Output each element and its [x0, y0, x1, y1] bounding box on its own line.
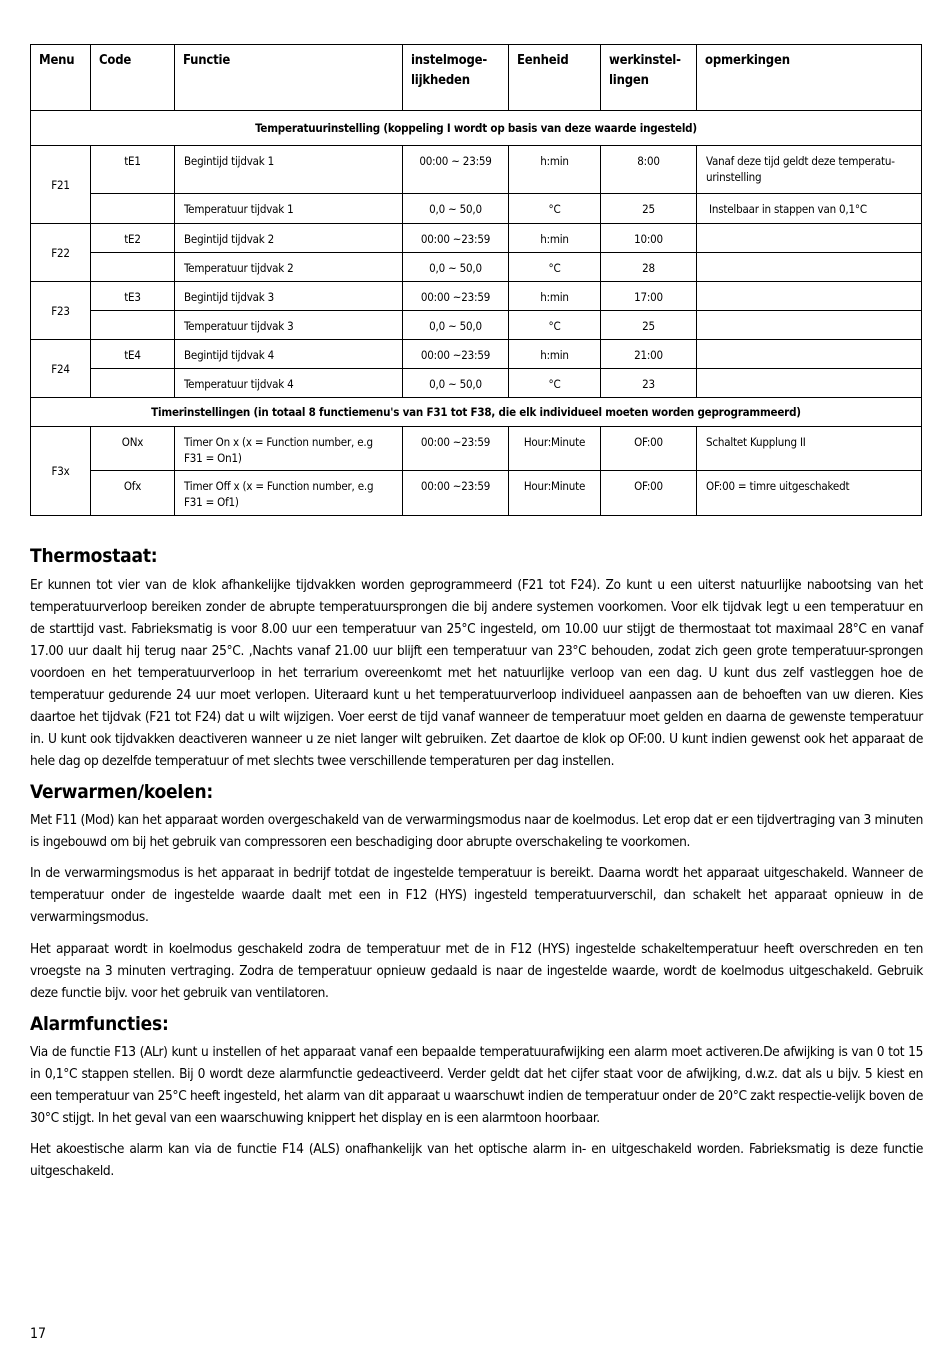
range-cell: 0,0 ~ 50,0	[403, 194, 509, 224]
value-cell: 28	[601, 253, 697, 282]
code-cell: tE1	[91, 146, 175, 194]
code-cell: Ofx	[91, 471, 175, 516]
function-cell: Temperatuur tijdvak 4	[175, 369, 403, 398]
note-cell: Vanaf deze tijd geldt deze temperatu- urinstelling	[697, 146, 922, 194]
table-row	[31, 471, 922, 516]
value-cell: 10:00	[601, 224, 697, 253]
code-cell: tE4	[91, 340, 175, 369]
header-werkinstellingen: werkinstel- lingen	[601, 45, 697, 111]
paragraph-verwarmen-1: Met F11 (Mod) kan het apparaat worden overgeschakeld van de verwarmingsmodus naar de koelmodus. Let erop dat er een tijdvertraging van 3 minuten is ingebouwd om bij het gebruik van compressoren een beschadiging door abrupte overschakeling te voorkomen.	[30, 812, 923, 850]
function-cell: Begintijd tijdvak 2	[175, 224, 403, 253]
section-row-temperature	[31, 111, 922, 146]
paragraph-alarm-2: Het akoestische alarm kan via de functie F14 (ALS) onafhankelijk van het optische alarm in- en uitgeschakeld worden. Fabrieksmatig is deze functie uitgeschakeld.	[30, 1141, 923, 1179]
code-cell-empty	[91, 194, 175, 224]
value-cell: OF:00	[601, 427, 697, 471]
range-cell: 0,0 ~ 50,0	[403, 253, 509, 282]
code-cell-empty	[91, 253, 175, 282]
note-cell-empty	[697, 253, 922, 282]
unit-cell: h:min	[509, 224, 601, 253]
note-cell-empty	[697, 340, 922, 369]
heading-alarmfuncties: Alarmfuncties:	[30, 1013, 169, 1035]
table-row	[31, 340, 922, 369]
table-row	[31, 311, 922, 340]
table-row	[31, 369, 922, 398]
header-menu: Menu	[31, 45, 91, 111]
function-cell: Begintijd tijdvak 4	[175, 340, 403, 369]
table-header-row	[31, 45, 922, 111]
header-code: Code	[91, 45, 175, 111]
range-cell: 00:00 ~23:59	[403, 224, 509, 253]
note-cell-empty	[697, 282, 922, 311]
unit-cell: h:min	[509, 146, 601, 194]
section-row-timer	[31, 398, 922, 427]
section-title-temperature: Temperatuurinstelling (koppeling I wordt op basis van deze waarde ingesteld)	[31, 111, 922, 146]
range-cell: 00:00 ~ 23:59	[403, 146, 509, 194]
value-cell: 25	[601, 311, 697, 340]
table-row	[31, 427, 922, 471]
section-title-timer: Timerinstellingen (in totaal 8 functiemenu's van F31 tot F38, die elk individueel moeten worden geprogrammeerd)	[31, 398, 922, 427]
note-cell: Instelbaar in stappen van 0,1°C	[697, 194, 922, 224]
function-cell: Temperatuur tijdvak 1	[175, 194, 403, 224]
header-instelmogelijkheden: instelmoge- lijkheden	[403, 45, 509, 111]
range-cell: 00:00 ~23:59	[403, 427, 509, 471]
code-cell-empty	[91, 311, 175, 340]
heading-thermostaat: Thermostaat:	[30, 545, 158, 567]
settings-table	[30, 44, 922, 516]
function-cell: Temperatuur tijdvak 2	[175, 253, 403, 282]
range-cell: 00:00 ~23:59	[403, 471, 509, 516]
paragraph-thermostaat: Er kunnen tot vier van de klok afhankelijke tijdvakken worden geprogrammeerd (F21 tot F24). Zo kunt u een uiterst natuurlijke nabootsing van het temperatuurverloop bereiken zonder de abrupte temperatuursprongen die bij andere systemen voorkomen. Voor elk tijdvak legt u een temperatuur en de starttijd vast. Fabrieksmatig is voor 8.00 uur een temperatuur van 25°C ingesteld, om 10.00 uur stijgt de thermostaat tot maximaal 28°C en vanaf 17.00 uur daalt hij terug naar 25°C. ,Nachts vanaf 21.00 uur blijft een temperatuur van 23°C behouden, zodat zich geen grote temperatuur-sprongen voordoen en het temperatuurverloop in het terrarium overeenkomt met het natuurlijke verloop van een dag. U kunt dus zelf vastleggen hoe de temperatuur gedurende 24 uur moet verlopen. Uiteraard kunt u het temperatuurverloop individueel aanpassen aan de behoeften van uw dieren. Kies daartoe het tijdvak (F21 tot F24) dat u wilt wijzigen. Voer eerst de tijd vanaf wanneer de temperatuur moet gelden en daarna de gewenste temperatuur in. U kunt ook tijdvakken deactiveren wanneer u ze niet langer wilt gebruiken. Zet daartoe de klok op OF:00. U kunt indien gewenst ook het apparaat de hele dag op dezelfde temperatuur of met slechts twee verschillende temperaturen per dag instellen.	[30, 577, 923, 769]
unit-cell: °C	[509, 311, 601, 340]
note-cell-empty	[697, 369, 922, 398]
paragraph-verwarmen-2: In de verwarmingsmodus is het apparaat in bedrijf totdat de ingestelde temperatuur is bereikt. Daarna wordt het apparaat uitgeschakeld. Wanneer de temperatuur onder de ingestelde waarde daalt met een in F12 (HYS) ingesteld temperatuurverschil, dan schakelt het apparaat opnieuw in de verwarmingsmodus.	[30, 865, 923, 925]
table-row	[31, 253, 922, 282]
unit-cell: h:min	[509, 282, 601, 311]
function-cell: Begintijd tijdvak 1	[175, 146, 403, 194]
range-cell: 0,0 ~ 50,0	[403, 369, 509, 398]
note-cell-empty	[697, 311, 922, 340]
value-cell: 17:00	[601, 282, 697, 311]
paragraph-alarm-1: Via de functie F13 (ALr) kunt u instellen of het apparaat vanaf een bepaalde temperatuurafwijking een alarm moet activeren.De afwijking is van 0 tot 15 in 0,1°C stappen stellen. Bij 0 wordt deze alarmfunctie gedeactiveerd. Verder geldt dat het cijfer staat voor de afwijking, d.w.z. dat als u bijv. 5 kiest en een temperatuur van 25°C heeft ingesteld, het alarm van dit apparaat u waarschuwt indien de temperatuur onder de 20°C zakt respectie-velijk boven de 30°C stijgt. In het geval van een waarschuwing knippert het display en is een alarmtoon hoorbaar.	[30, 1044, 923, 1126]
menu-cell: F22	[31, 224, 91, 282]
code-cell: ONx	[91, 427, 175, 471]
heading-verwarmen-koelen: Verwarmen/koelen:	[30, 781, 214, 803]
value-cell: 23	[601, 369, 697, 398]
menu-cell: F23	[31, 282, 91, 340]
range-cell: 00:00 ~23:59	[403, 340, 509, 369]
note-cell-empty	[697, 224, 922, 253]
unit-cell: Hour:Minute	[509, 427, 601, 471]
unit-cell: °C	[509, 253, 601, 282]
header-eenheid: Eenheid	[509, 45, 601, 111]
note-cell: OF:00 = timre uitgeschakedt	[697, 471, 922, 516]
menu-cell: F24	[31, 340, 91, 398]
code-cell: tE3	[91, 282, 175, 311]
function-cell: Timer On x (x = Function number, e.g F31 = On1)	[175, 427, 403, 471]
code-cell: tE2	[91, 224, 175, 253]
unit-cell: °C	[509, 194, 601, 224]
value-cell: 8:00	[601, 146, 697, 194]
table-row	[31, 224, 922, 253]
unit-cell: °C	[509, 369, 601, 398]
function-cell: Begintijd tijdvak 3	[175, 282, 403, 311]
code-cell-empty	[91, 369, 175, 398]
header-functie: Functie	[175, 45, 403, 111]
unit-cell: h:min	[509, 340, 601, 369]
page-number: 17	[30, 1326, 47, 1342]
header-opmerkingen: opmerkingen	[697, 45, 922, 111]
table-row	[31, 146, 922, 194]
paragraph-verwarmen-3: Het apparaat wordt in koelmodus geschakeld zodra de temperatuur met de in F12 (HYS) ingestelde schakeltemperatuur heeft overschreden en ten vroegste na 3 minuten vertraging. Zodra de temperatuur opnieuw gedaald is naar de ingestelde waarde, wordt de koelmodus uitgeschakeld. Gebruik deze functie bijv. voor het gebruik van ventilatoren.	[30, 941, 923, 1001]
value-cell: 21:00	[601, 340, 697, 369]
range-cell: 0,0 ~ 50,0	[403, 311, 509, 340]
table-row	[31, 282, 922, 311]
function-cell: Timer Off x (x = Function number, e.g F31 = Of1)	[175, 471, 403, 516]
unit-cell: Hour:Minute	[509, 471, 601, 516]
note-cell: Schaltet Kupplung II	[697, 427, 922, 471]
function-cell: Temperatuur tijdvak 3	[175, 311, 403, 340]
menu-cell: F3x	[31, 427, 91, 516]
value-cell: OF:00	[601, 471, 697, 516]
value-cell: 25	[601, 194, 697, 224]
range-cell: 00:00 ~23:59	[403, 282, 509, 311]
menu-cell: F21	[31, 146, 91, 224]
table-row	[31, 194, 922, 224]
